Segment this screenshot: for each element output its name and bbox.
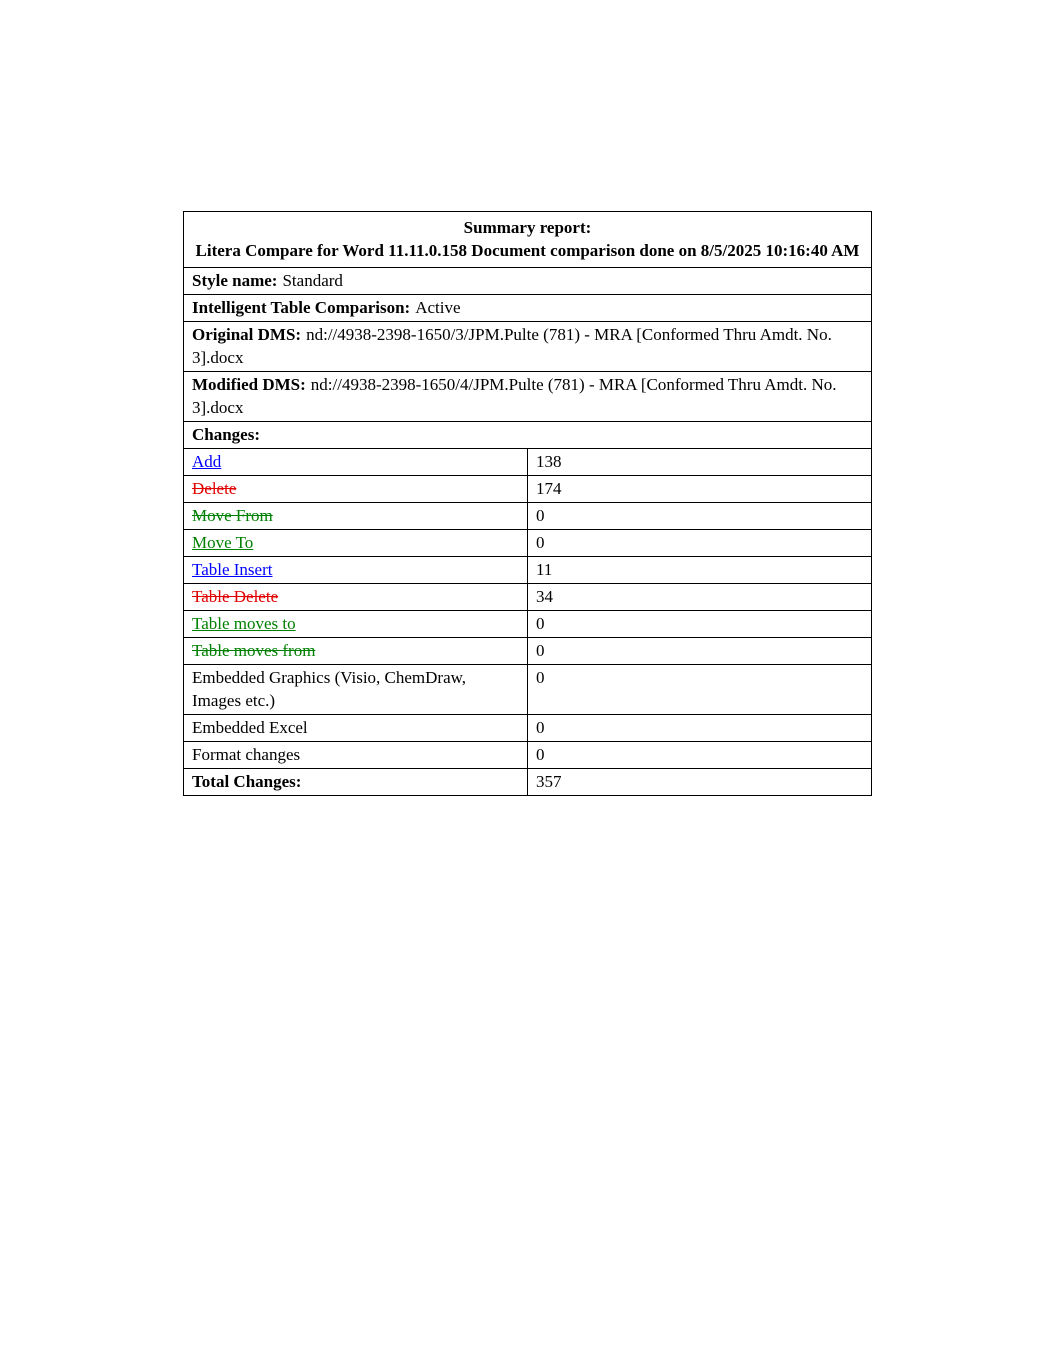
- modified-dms-value: nd://4938-2398-1650/4/JPM.Pulte (781) - MRA [Conformed Thru Amdt. No. 3].docx: [192, 375, 837, 417]
- change-type-label-table-moves-to: Table moves to: [192, 614, 296, 633]
- intelligent-table-comparison-value: Active: [415, 298, 461, 317]
- change-row-format-changes: [184, 742, 872, 769]
- change-count-table-delete: 34: [528, 584, 872, 611]
- change-row-embedded-excel: [184, 715, 872, 742]
- modified-dms-label: Modified DMS:: [192, 375, 306, 394]
- change-row-add: [184, 449, 872, 476]
- original-dms-value: nd://4938-2398-1650/3/JPM.Pulte (781) - MRA [Conformed Thru Amdt. No. 3].docx: [192, 325, 832, 367]
- style-name-cell: [184, 268, 872, 295]
- change-type-label-move-to: Move To: [192, 533, 254, 552]
- total-changes-row: [184, 769, 872, 796]
- changes-header-cell: [184, 422, 872, 449]
- changes-header-row: [184, 422, 872, 449]
- intelligent-table-comparison-row: [184, 295, 872, 322]
- header-row: [184, 212, 872, 268]
- total-changes-label: Total Changes:: [192, 772, 302, 791]
- change-type-label-table-delete: Table Delete: [192, 587, 279, 606]
- change-type-label-embedded-graphics: Embedded Graphics (Visio, ChemDraw, Images etc.): [192, 668, 467, 710]
- report-subtitle: Litera Compare for Word 11.11.0.158 Document comparison done on 8/5/2025 10:16:40 AM: [195, 241, 860, 260]
- change-count-delete: 174: [528, 476, 872, 503]
- change-count-format-changes: 0: [528, 742, 872, 769]
- change-type-label-format-changes: Format changes: [192, 745, 301, 764]
- changes-header-label: Changes:: [192, 425, 261, 444]
- style-name-value: Standard: [282, 271, 343, 290]
- change-row-table-moves-to: [184, 611, 872, 638]
- change-count-embedded-excel: 0: [528, 715, 872, 742]
- change-row-move-to: [184, 530, 872, 557]
- change-count-table-moves-to: 0: [528, 611, 872, 638]
- change-type-label-add: Add: [192, 452, 222, 471]
- change-row-table-insert: [184, 557, 872, 584]
- change-count-add: 138: [528, 449, 872, 476]
- original-dms-label: Original DMS:: [192, 325, 302, 344]
- change-type-label-embedded-excel: Embedded Excel: [192, 718, 308, 737]
- modified-dms-row: [184, 372, 872, 422]
- change-count-table-insert: 11: [528, 557, 872, 584]
- change-type-label-table-insert: Table Insert: [192, 560, 273, 579]
- original-dms-cell: [184, 322, 872, 372]
- change-row-embedded-graphics: [184, 665, 872, 715]
- change-row-table-delete: [184, 584, 872, 611]
- modified-dms-cell: [184, 372, 872, 422]
- change-count-move-to: 0: [528, 530, 872, 557]
- intelligent-table-comparison-cell: [184, 295, 872, 322]
- change-type-label-delete: Delete: [192, 479, 237, 498]
- original-dms-row: [184, 322, 872, 372]
- report-header-cell: [184, 212, 872, 268]
- change-type-label-move-from: Move From: [192, 506, 273, 525]
- change-type-label-table-moves-from: Table moves from: [192, 641, 316, 660]
- total-changes-value: 357: [528, 769, 872, 796]
- change-count-table-moves-from: 0: [528, 638, 872, 665]
- change-count-embedded-graphics: 0: [528, 665, 872, 715]
- report-title: Summary report:: [463, 218, 592, 237]
- style-name-label: Style name:: [192, 271, 278, 290]
- change-row-move-from: [184, 503, 872, 530]
- change-row-delete: [184, 476, 872, 503]
- intelligent-table-comparison-label: Intelligent Table Comparison:: [192, 298, 411, 317]
- style-name-row: [184, 268, 872, 295]
- summary-report-table: [183, 211, 872, 796]
- change-count-move-from: 0: [528, 503, 872, 530]
- change-row-table-moves-from: [184, 638, 872, 665]
